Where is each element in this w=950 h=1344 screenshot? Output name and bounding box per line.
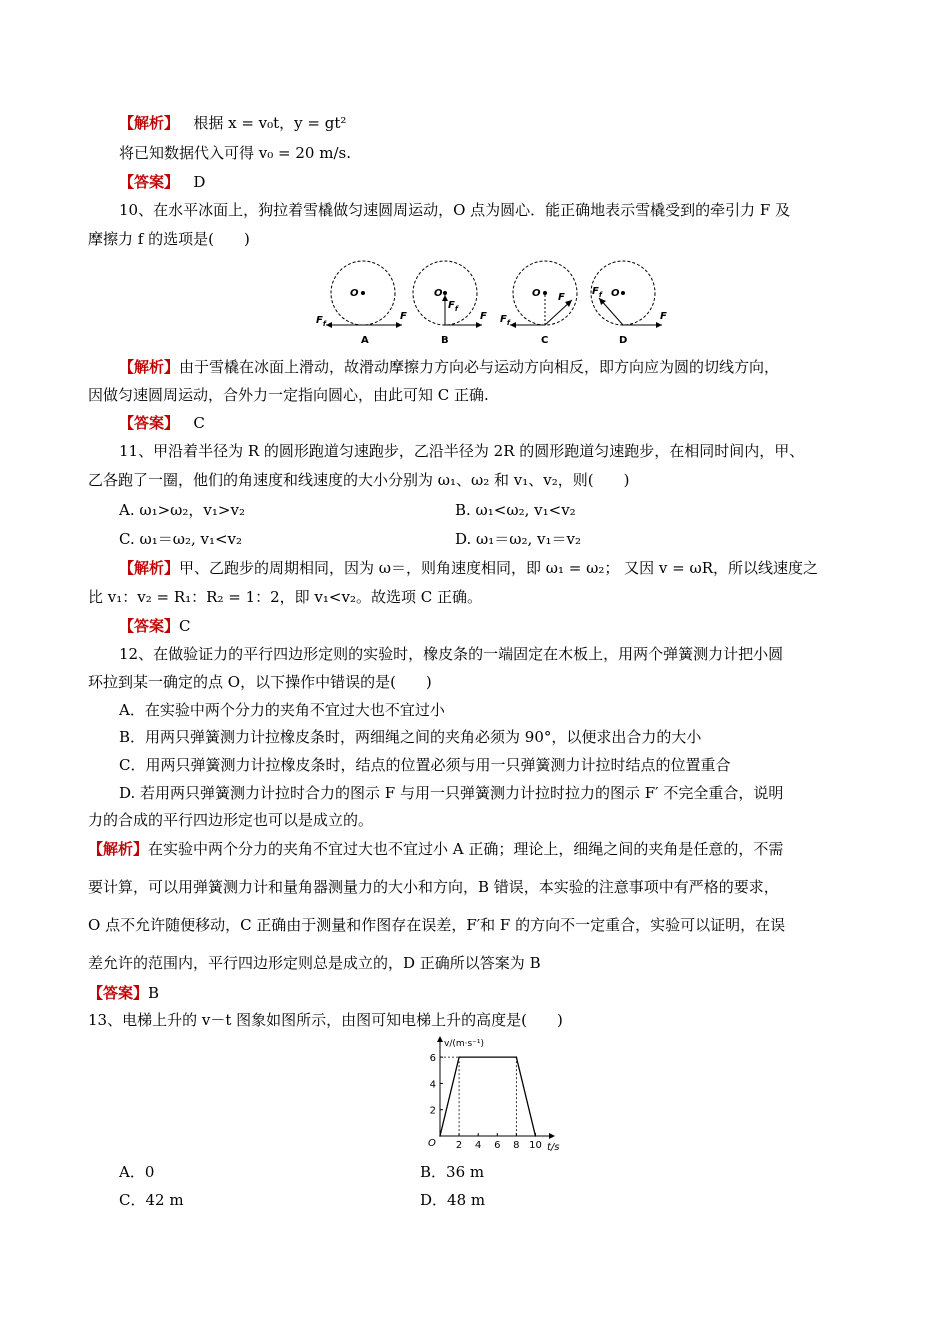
x-tick-label: 8 [513,1140,520,1151]
x-axis-arrow [549,1133,555,1139]
q13-option-a: A．0 [119,1163,155,1181]
q12-analysis-line3: O 点不允许随便移动，C 正确由于测量和作图存在误差，F′和 F 的方向不一定重合，实验可以证明，在误 [88,916,786,934]
data-point [439,1135,441,1137]
x-tick-label: 6 [494,1140,501,1151]
q13-option-c: C．42 m [119,1191,184,1209]
velocity-series-line [440,1057,535,1136]
svg-text:Ff: $F_f$ [316,315,326,328]
svg-text:O: O [532,288,541,299]
answer-tag: 【答案】 [88,984,149,1002]
vt-chart [420,1036,570,1158]
svg-text:F: F [660,311,667,322]
q10-answer [119,413,205,433]
svg-text:F: F [480,311,487,322]
answer-tag: 【答案】 [119,173,180,191]
q12-option-b: B．用两只弹簧测力计拉橡皮条时，两细绳之间的夹角必须为 90°，以便求出合力的大小 [119,728,702,746]
y-axis-label: v/(m·s⁻¹) [444,1039,485,1049]
q10-figure [310,258,670,348]
q11-answer [119,616,191,636]
x-tick-label: 4 [474,1140,482,1151]
q10-analysis-line1 [119,357,779,377]
q12-stem-line1: 12、在做验证力的平行四边形定则的实验时，橡皮条的一端固定在木板上，用两个弹簧测力计把小圆 [119,645,784,663]
y-tick-label: 4 [429,1079,436,1091]
q9-answer-value: D [193,173,206,191]
q12-stem-line2: 环拉到某一确定的点 O，以下操作中错误的是( ) [88,673,432,691]
q12-answer [88,983,159,1003]
option-b-diagram [413,261,487,346]
q10-analysis-line2: 因做匀速圆周运动，合外力一定指向圆心，由此可知 C 正确. [88,386,489,404]
svg-text:O: O [611,288,620,299]
svg-text:F: F [558,292,565,303]
q12-analysis-line2: 要计算，可以用弹簧测力计和量角器测量力的大小和方向，B 错误，本实验的注意事项中有严格的要求， [88,878,779,896]
q10-answer-value: C [193,414,205,432]
analysis-tag: 【解析】 [119,358,180,376]
q12-option-d-line2: 力的合成的平行四边形定也可以是成立的。 [88,811,374,829]
svg-text:B: B [441,335,449,346]
q11-analysis-text: 甲、乙跑步的周期相同，因为 ω＝，则角速度相同，即 ω₁ = ω₂； 又因 v = ωR，所以线速度之 [179,559,819,577]
q11-answer-value: C [179,617,191,635]
svg-text:C: C [541,335,549,346]
q11-option-a: A. ω₁>ω₂，v₁>v₂ [119,501,245,519]
q12-option-c: C．用两只弹簧测力计拉橡皮条时，结点的位置必须与用一只弹簧测力计拉时结点的位置重合 [119,756,731,774]
q11-analysis-line2: 比 v₁：v₂ = R₁：R₂ = 1：2，即 v₁<v₂。故选项 C 正确。 [88,588,482,606]
q12-option-d-line1: D. 若用两只弹簧测力计拉时合力的图示 F 与用一只弹簧测力计拉时拉力的图示 F′ 不完全重合，说明 [119,784,784,802]
q11-option-c: C. ω₁＝ω₂, v₁<v₂ [119,530,243,548]
q10-analysis-text: 由于雪橇在冰面上滑动，故滑动摩擦力方向必与运动方向相反，即方向应为圆的切线方向， [179,358,780,376]
svg-text:A: A [361,335,369,346]
q13-option-d: D．48 m [420,1191,486,1209]
svg-text:Ff: $F_f$ [592,286,602,299]
q12-analysis-line4: 差允许的范围内，平行四边形定则总是成立的，D 正确所以答案为 B [88,954,541,972]
option-c-diagram [500,261,577,346]
q9-analysis-line2: 将已知数据代入可得 v₀ = 20 m/s. [119,144,351,162]
q11-stem-line2: 乙各跑了一圈，他们的角速度和线速度的大小分别为 ω₁、ω₂ 和 v₁、v₂，则( ) [88,471,630,489]
svg-text:Ff: $F_f$ [448,300,458,313]
x-tick-label: 10 [529,1140,542,1151]
q12-analysis-line1 [88,839,783,859]
q11-stem-line1: 11、甲沿着半径为 R 的圆形跑道匀速跑步，乙沿半径为 2R 的圆形跑道匀速跑步，在相同时间内，甲、 [119,442,805,460]
q12-answer-value: B [148,984,160,1002]
option-a-diagram [316,261,407,346]
option-d-diagram [591,261,667,346]
svg-text:F: F [400,311,407,322]
svg-text:D: D [619,335,628,346]
q9-analysis-text: 根据 x = v₀t，y = gt² [193,114,347,132]
origin-label: O [428,1138,436,1149]
data-point [458,1056,460,1058]
q9-answer [119,172,205,192]
svg-text:O: O [350,288,359,299]
x-tick-label: 2 [455,1140,463,1151]
svg-text:Ff: $F_f$ [500,314,510,327]
answer-tag: 【答案】 [119,414,180,432]
answer-tag: 【答案】 [119,617,180,635]
y-tick-label: 6 [429,1053,436,1065]
analysis-tag: 【解析】 [119,559,180,577]
q12-option-a: A．在实验中两个分力的夹角不宜过大也不宜过小 [119,701,445,719]
q13-option-b: B．36 m [420,1163,485,1181]
q10-stem-line1: 10、在水平冰面上，狗拉着雪橇做匀速圆周运动，O 点为圆心．能正确地表示雪橇受到的牵引力 F 及 [119,201,791,219]
y-tick-label: 2 [429,1105,436,1117]
y-axis-arrow [437,1036,443,1042]
q13-stem: 13、电梯上升的 v－t 图象如图所示，由图可知电梯上升的高度是( ) [88,1011,563,1029]
q9-analysis-line1 [119,113,346,133]
q11-option-b: B. ω₁<ω₂, v₁<v₂ [455,501,576,519]
data-point [535,1135,537,1137]
q11-option-d: D. ω₁＝ω₂, v₁＝v₂ [455,530,582,548]
analysis-tag: 【解析】 [119,114,180,132]
q11-analysis-line1 [119,558,818,578]
q10-stem-line2: 摩擦力 f 的选项是( ) [88,230,250,248]
data-point [516,1056,518,1058]
x-axis-label: t/s [547,1142,560,1153]
svg-text:O: O [434,288,443,299]
q12-analysis-text: 在实验中两个分力的夹角不宜过大也不宜过小 A 正确；理论上，细绳之间的夹角是任意的，不需 [148,840,784,858]
analysis-tag: 【解析】 [88,840,149,858]
